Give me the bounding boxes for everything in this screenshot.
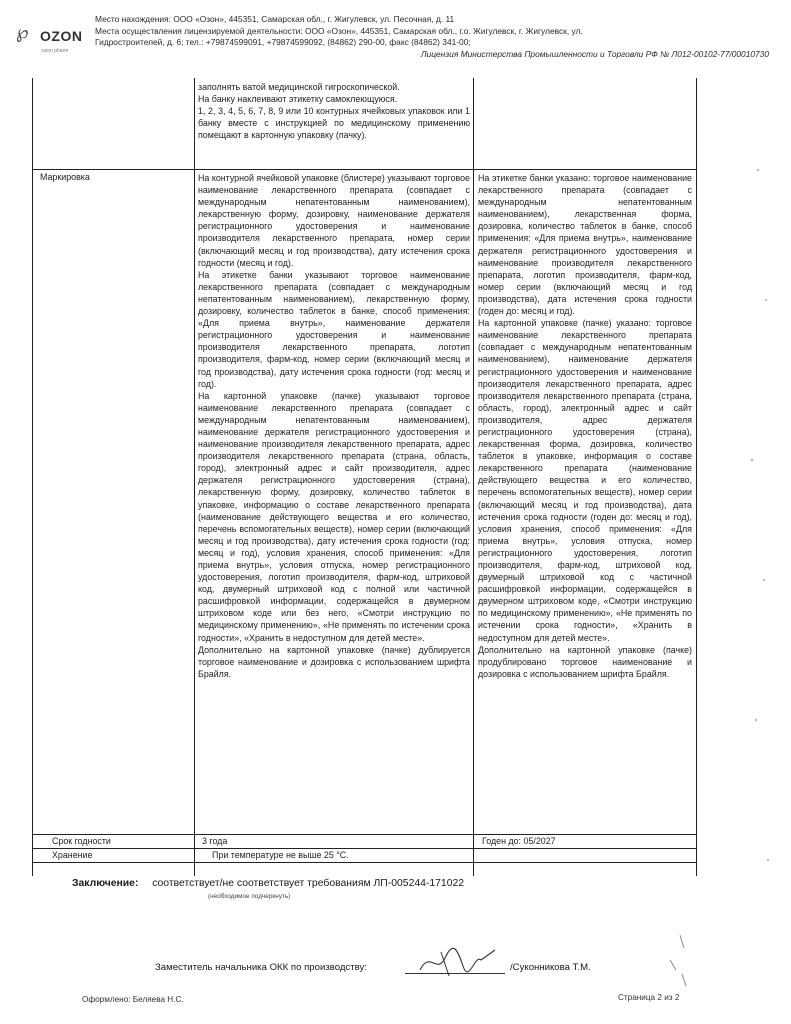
marking-spec-jar: На этикетке банки указывают торговое наименование лекарственного препарата (совпадает с международным непатентованным наименованием), лекарственную форму, дозировку, количество таблеток в банке, способ применения: «Для приема внутрь», наименование держателя регистрационного удостоверения и наименование производителя лекарственного препарата, логотип производителя, фарм-код, номер серии (включающий месяц и год производства), дату истечения срока годности (год: месяц и год). [198, 269, 470, 389]
header-address: Место нахождения: ООО «Озон», 445351, Самарская обл., г. Жигулевск, ул. Песочная, д. 11 [95, 14, 455, 24]
row-divider-storage [32, 848, 697, 849]
shelf-life-spec: 3 года [202, 836, 228, 846]
handwritten-signature [415, 940, 500, 980]
marking-fact-cell [478, 172, 692, 834]
signer-name: /Суконникова Т.М. [510, 962, 591, 973]
packaging-continuation-cell [198, 81, 470, 169]
table-border-left [32, 78, 33, 876]
marking-spec-cell [198, 172, 470, 834]
header-license: Лицензия Министерства Промышленности и Торговли РФ № Л012-00102-77/00010730 [420, 48, 769, 59]
table-col-divider-1 [194, 78, 195, 876]
row-divider-shelf [32, 834, 697, 835]
company-logo [14, 22, 84, 62]
storage-spec: При температуре не выше 25 °С. [212, 850, 349, 860]
packaging-line-1: заполнять ватой медицинской гигроскопической. [198, 82, 400, 92]
header-activity-places: Места осуществления лицензируемой деятельности: ООО «Озон», 445351, Самарская обл., г.о. Жигулевск, г. Жигулевск, ул. [95, 25, 583, 36]
header-contacts: Гидростроителей, д. 6; тел.: +79874599091, +79874599092, (84862) 290-00, факс (84862) 341-00; [95, 37, 471, 48]
table-col-divider-2 [473, 78, 474, 876]
logo-text: OZON [40, 28, 83, 44]
packaging-line-3: 1, 2, 3, 4, 5, 6, 7, 8, 9 или 10 контурных ячейковых упаковок или 1 банку вместе с инструкцией по медицинскому применению помещают в картонную упаковку (пачку). [198, 106, 470, 141]
table-border-bottom [32, 862, 697, 863]
packaging-line-2: На банку наклеивают этикетку самоклеющуюся. [198, 94, 398, 105]
conclusion-label: Заключение: [72, 878, 139, 889]
scan-edge-noise [738, 160, 778, 920]
table-border-right [696, 78, 697, 876]
marking-spec-blister: На контурной ячейковой упаковке (блистере) указывают торговое наименование лекарственного препарата (совпадает с международным непатентованным наименованием), лекарственную форму, дозировку, наименование держателя регистрационного удостоверения и наименование производителя лекарственного препарата, номер серии (включающий месяц и год производства), дату истечения срока годности (месяц и год). [198, 173, 470, 268]
marking-fact-carton: На картонной упаковке (пачке) указано: торговое наименование лекарственного препарата (совпадает с международным непатентованным наименованием), наименование держателя регистрационного удостоверения и наименование производителя лекарственного препарата, адрес производителя лекарственного препарата (страна, область, город), электронный адрес и сайт производителя, адрес держателя регистрационного удостоверения (страна), лекарственная форма, дозировка, количество таблеток в упаковке, информация о составе лекарственного препарата (наименование действующего вещества и его количество, перечень вспомогательных веществ), номер серии (включающий месяц и год производства), дата истечения срока годности (годен до: месяц и год), условия хранения, способ применения: «Для приема внутрь», условия отпуска, номер регистрационного удостоверения, логотип производителя, фарм-код, штриховой код, двумерный штриховой код с частичной расшифровкой информации, содержащейся в двумерном штриховом коде, «Смотри инструкцию по медицинскому применению», «Не применять по истечении срока годности», «Хранить в недоступном для детей месте». [478, 318, 692, 643]
conclusion-note: (необходимое подчеркнуть) [208, 893, 291, 900]
marking-fact-jar: На этикетке банки указано: торговое наименование лекарственного препарата (совпадает с международным непатентованным наименованием), лекарственная форма, дозировка, количество таблеток в банке, способ применения: «Для приема внутрь», наименование держателя регистрационного удостоверения и наименование производителя лекарственного препарата, логотип производителя, фарм-код, номер серии (включающий месяц и год производства), дата истечения срока годности (годен до: месяц и год). [478, 173, 692, 317]
shelf-life-label: Срок годности [52, 836, 111, 846]
shelf-life-fact: Годен до: 05/2027 [482, 836, 556, 846]
conclusion [72, 878, 464, 889]
letterhead [95, 14, 775, 60]
logo-mark: ℘ [16, 22, 29, 42]
page-number: Страница 2 из 2 [618, 993, 680, 1002]
row-divider-marking [32, 169, 697, 170]
marking-spec-braille: Дополнительно на картонной упаковке (пачке) дублируется торговое наименование и дозировка с использованием шрифта Брайля. [198, 644, 470, 679]
signer-role: Заместитель начальника ОКК по производству: [155, 962, 367, 973]
spec-table [32, 78, 697, 876]
marking-label: Маркировка [40, 172, 90, 182]
conclusion-text: соответствует/не соответствует требованиям ЛП-005244-171022 [152, 878, 465, 889]
storage-label: Хранение [52, 850, 93, 860]
marking-spec-carton: На картонной упаковке (пачке) указывают торговое наименование лекарственного препарата (совпадает с международным непатентованным наименованием), наименование держателя регистрационного удостоверения и наименование производителя лекарственного препарата, адрес производителя лекарственного препарата (страна, область, город), электронный адрес и сайт производителя, адрес держателя регистрационного удостоверения (страна), лекарственную форму, дозировку, количество таблеток в упаковке, информацию о составе лекарственного препарата (наименование действующего вещества и его количество, перечень вспомогательных веществ), номер серии (включающий месяц и год производства), дату истечения срока годности (год: месяц и год), условия хранения, способ применения: «Для приема внутрь», условия отпуска, номер регистрационного удостоверения, логотип производителя, фарм-код, штриховой код, двумерный штриховой код с полной или частичной расшифровкой информации, содержащейся в двумерном штриховом коде или без него, «Смотри инструкцию по медицинскому применению», «Не применять по истечении срока годности», «Хранить в недоступном для детей месте». [198, 390, 470, 643]
signature-underline [405, 973, 505, 974]
scan-artifact-marks [600, 930, 690, 990]
prepared-by: Оформлено: Беляева Н.С. [82, 995, 184, 1004]
marking-fact-braille: Дополнительно на картонной упаковке (пачке) продублировано торговое наименование и дозировка с использованием шрифта Брайля. [478, 644, 692, 679]
logo-subtitle: ozon pharm [42, 48, 69, 54]
